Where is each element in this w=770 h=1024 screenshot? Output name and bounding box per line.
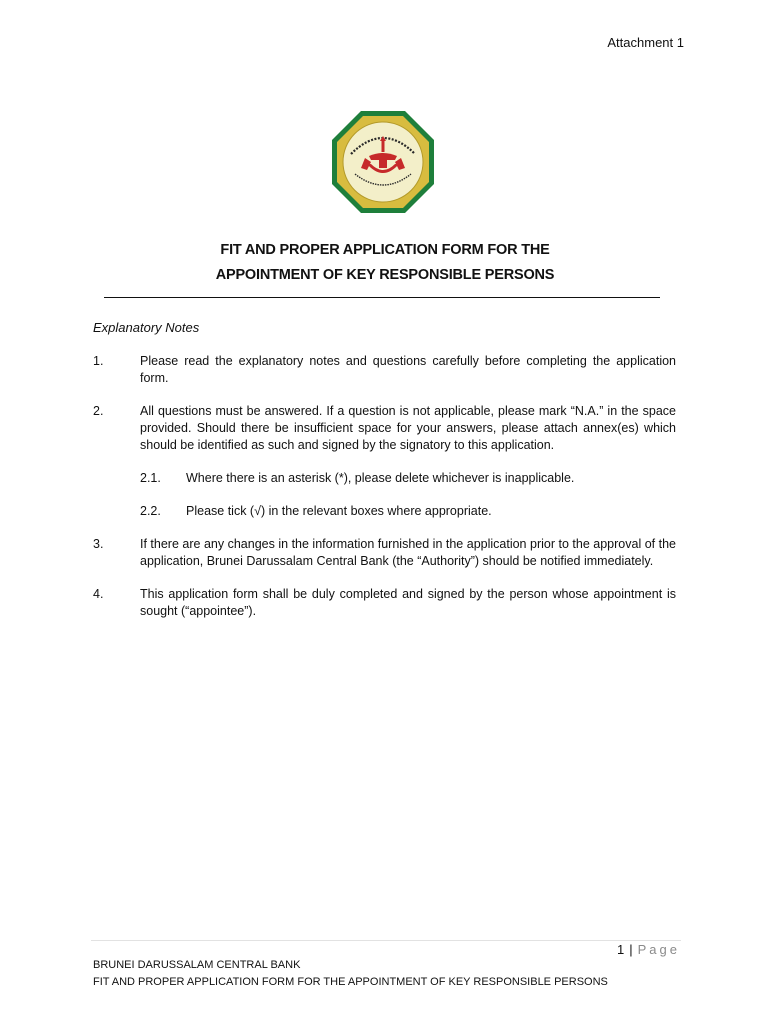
footer-bank-name: BRUNEI DARUSSALAM CENTRAL BANK — [93, 959, 301, 971]
note-number: 4. — [93, 587, 104, 601]
footer-form-name: FIT AND PROPER APPLICATION FORM FOR THE APPOINTMENT OF KEY RESPONSIBLE PERSONS — [93, 976, 608, 988]
page-number — [617, 942, 680, 957]
subitem-number: 2.2. — [140, 504, 161, 518]
page-separator: | — [629, 942, 633, 957]
subitem-text: Where there is an asterisk (*), please delete whichever is inapplicable. — [186, 471, 575, 485]
note-item — [93, 353, 676, 387]
form-title — [0, 238, 770, 288]
central-bank-crest-icon — [331, 110, 435, 214]
footer-divider — [91, 940, 681, 941]
explanatory-notes-heading: Explanatory Notes — [93, 320, 200, 335]
attachment-label: Attachment 1 — [607, 35, 684, 50]
note-text: Please read the explanatory notes and questions carefully before completing the application form. — [140, 354, 676, 385]
page-number-value: 1 — [617, 942, 625, 957]
title-divider — [104, 297, 660, 298]
page-word: Page — [637, 942, 680, 957]
note-item — [93, 586, 676, 620]
subitem-text: Please tick (√) in the relevant boxes where appropriate. — [186, 504, 492, 518]
note-number: 1. — [93, 354, 104, 368]
note-number: 2. — [93, 404, 104, 418]
form-title-line-1: FIT AND PROPER APPLICATION FORM FOR THE — [220, 242, 550, 258]
note-text: This application form shall be duly completed and signed by the person whose appointment is sought (“appointee”). — [140, 587, 676, 618]
note-text: If there are any changes in the information furnished in the application prior to the approval of the application, Brunei Darussalam Central Bank (the “Authority”) should be notified immediately. — [140, 537, 676, 568]
note-item — [93, 403, 676, 454]
note-subitem — [140, 470, 676, 487]
note-text: All questions must be answered. If a question is not applicable, please mark “N.A.” in the space provided. Should there be insufficient space for your answers, please attach annex(es) which should be identified as such and signed by the signatory to this application. — [140, 404, 676, 452]
form-title-line-2: APPOINTMENT OF KEY RESPONSIBLE PERSONS — [215, 267, 555, 283]
note-number: 3. — [93, 537, 104, 551]
subitem-number: 2.1. — [140, 471, 161, 485]
note-subitem — [140, 503, 676, 520]
explanatory-notes-list — [93, 353, 676, 636]
note-item — [93, 536, 676, 570]
